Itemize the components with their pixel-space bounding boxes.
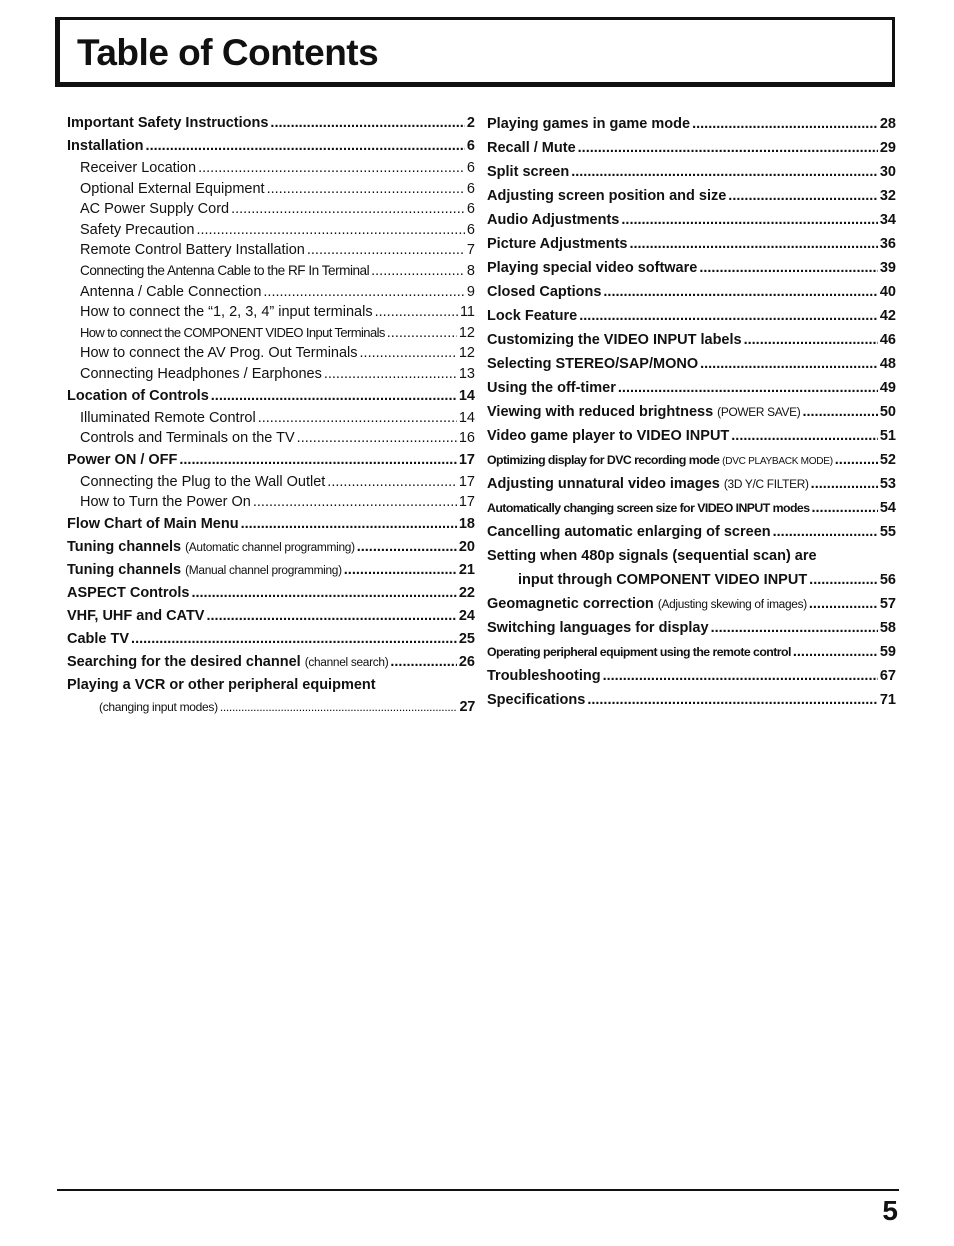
- toc-entry-page: 55: [879, 524, 896, 540]
- toc-entry-title-text: Adjusting screen position and size: [487, 188, 727, 204]
- dot-leader: [267, 179, 465, 200]
- toc-entry: [67, 282, 475, 303]
- toc-entry: [67, 582, 475, 605]
- toc-entry-page: 26: [458, 653, 475, 670]
- dot-leader: [231, 199, 465, 220]
- toc-entry-title-text: Tuning channels: [67, 561, 182, 578]
- toc-entry-title-text: Controls and Terminals on the TV: [80, 430, 295, 447]
- toc-entry: [487, 400, 896, 424]
- toc-entry-title-text: Cable TV: [67, 630, 130, 647]
- toc-entry-page: 27: [459, 698, 475, 715]
- toc-entry-title: [80, 364, 322, 385]
- toc-entry-page: 67: [879, 668, 896, 684]
- toc-entry-title: [80, 282, 261, 303]
- dot-leader: [211, 385, 457, 408]
- toc-entry-title: [487, 208, 619, 232]
- toc-entry-title-text: Automatically changing screen size for VIDEO INPUT modes: [487, 501, 810, 515]
- toc-entry: [67, 323, 475, 344]
- toc-entry-title-text: Power ON / OFF: [67, 451, 178, 468]
- toc-entry-page: 17: [458, 473, 475, 490]
- toc-entry-title: [487, 472, 809, 496]
- toc-entry: [487, 328, 896, 352]
- toc-entry-page: 6: [466, 201, 475, 218]
- dot-leader: [578, 136, 878, 160]
- toc-entry-page: 30: [879, 164, 896, 180]
- toc-entry-title: [67, 605, 204, 628]
- dot-leader: [263, 282, 465, 303]
- toc-entry-title-text: Closed Captions: [487, 284, 602, 300]
- toc-entry-title-text: (changing input modes): [99, 699, 218, 714]
- toc-entry-page: 48: [879, 356, 896, 372]
- toc-entry-title-text: Searching for the desired channel: [67, 653, 301, 670]
- toc-entry-title-text: Picture Adjustments: [487, 236, 628, 252]
- dot-leader: [241, 513, 457, 536]
- toc-entry: [67, 179, 475, 200]
- toc-entry-title-text: Using the off-timer: [487, 380, 616, 396]
- dot-leader: [253, 492, 457, 513]
- toc-entry: [487, 184, 896, 208]
- toc-entry-page: 14: [458, 409, 475, 426]
- toc-entry-title-text: Illuminated Remote Control: [80, 409, 256, 426]
- dot-leader: [375, 302, 458, 323]
- toc-entry-title: [99, 696, 218, 718]
- toc-entry-page: 24: [458, 607, 475, 624]
- toc-entry-title-text: Important Safety Instructions: [67, 115, 269, 131]
- toc-entry-page: 29: [879, 140, 896, 156]
- toc-entry-title: [487, 616, 709, 640]
- dot-leader: [297, 428, 457, 449]
- toc-entry: [67, 605, 475, 628]
- toc-entry-title-text: Playing special video software: [487, 260, 698, 276]
- toc-entry-page: 42: [879, 308, 896, 324]
- toc-entry-title: [80, 199, 229, 220]
- page-title: Table of Contents: [77, 32, 379, 73]
- toc-entry-title: [67, 674, 376, 696]
- toc-entry-title-text: How to connect the COMPONENT VIDEO Input Terminals: [80, 324, 385, 340]
- dot-leader: [809, 592, 878, 616]
- toc-entry-title-text: Viewing with reduced brightness: [487, 404, 714, 420]
- toc-entry-title-text: Selecting STEREO/SAP/MONO: [487, 356, 699, 372]
- toc-entry-title: [487, 424, 729, 448]
- toc-entry-title-text: Flow Chart of Main Menu: [67, 515, 239, 532]
- toc-entry: [487, 376, 896, 400]
- dot-leader: [191, 582, 456, 605]
- toc-entry-title: [80, 158, 196, 179]
- toc-entry: [67, 449, 475, 472]
- toc-entry-title: [487, 544, 817, 568]
- toc-entry: [67, 536, 475, 559]
- dot-leader: [327, 472, 457, 493]
- toc-entry-title-text: Installation: [67, 138, 144, 154]
- toc-entry: [67, 158, 475, 179]
- toc-entry-page: 39: [879, 260, 896, 276]
- toc-entry-title: [518, 568, 807, 592]
- toc-entry: [67, 492, 475, 513]
- dot-leader: [802, 400, 877, 424]
- toc-entry-page: 12: [458, 324, 475, 341]
- toc-entry-page: 57: [879, 596, 896, 612]
- toc-entry: [487, 424, 896, 448]
- dot-leader: [344, 559, 457, 582]
- toc-entry-page: 56: [879, 572, 896, 588]
- toc-entry-title-text: Tuning channels: [67, 538, 182, 555]
- toc-entry-title-text: Adjusting unnatural video images: [487, 476, 720, 492]
- toc-entry-title: [80, 428, 295, 449]
- toc-entry-title-text: How to Turn the Power On: [80, 494, 251, 511]
- toc-entry: [487, 496, 896, 520]
- dot-leader: [711, 616, 878, 640]
- toc-entry-subtitle: (Adjusting skewing of images): [657, 597, 807, 611]
- toc-entry: [487, 256, 896, 280]
- dot-leader: [360, 343, 457, 364]
- toc-entry-title: [487, 328, 742, 352]
- toc-entry-title: [487, 304, 577, 328]
- toc-entry: [67, 199, 475, 220]
- toc-entry-title: [80, 492, 251, 513]
- toc-entry: [487, 592, 896, 616]
- dot-leader: [387, 323, 457, 344]
- dot-leader: [692, 112, 878, 136]
- toc-entry-title: [487, 112, 690, 136]
- toc-entry-title: [487, 184, 726, 208]
- dot-leader: [270, 112, 465, 135]
- toc-entry-page: 34: [879, 212, 896, 228]
- toc-entry-page: 9: [466, 283, 475, 300]
- toc-entry: [487, 664, 896, 688]
- dot-leader: [307, 240, 465, 261]
- toc-entry-page: 8: [466, 262, 475, 279]
- toc-entry-subtitle: (POWER SAVE): [717, 405, 801, 419]
- toc-entry-subtitle: (channel search): [304, 654, 389, 669]
- toc-entry-title-text: How to connect the “1, 2, 3, 4” input terminals: [80, 304, 373, 321]
- toc-entry-page: 51: [879, 428, 896, 444]
- dot-leader: [731, 424, 878, 448]
- toc-entry: [487, 472, 896, 496]
- toc-entry: [487, 280, 896, 304]
- toc-entry: [487, 544, 896, 568]
- toc-entry-title-text: Customizing the VIDEO INPUT labels: [487, 332, 742, 348]
- toc-entry-title-text: Connecting the Antenna Cable to the RF In Terminal: [80, 262, 370, 278]
- toc-entry: [67, 240, 475, 261]
- dot-leader: [603, 280, 877, 304]
- toc-entry: [67, 364, 475, 385]
- toc-entry-title: [80, 240, 305, 261]
- toc-entry-title-text: AC Power Supply Cord: [80, 201, 230, 218]
- toc-entry: [67, 135, 475, 158]
- dot-leader: [811, 496, 877, 520]
- toc-entry-page: 11: [459, 304, 475, 321]
- toc-entry: [487, 160, 896, 184]
- toc-entry-page: 58: [879, 620, 896, 636]
- toc-entry-title-text: Connecting the Plug to the Wall Outlet: [80, 473, 326, 490]
- dot-leader: [793, 640, 878, 664]
- toc-entry-title: [487, 232, 627, 256]
- toc-entry-title: [80, 408, 256, 429]
- toc-entry-title: [487, 400, 800, 424]
- toc-entry-title: [80, 302, 373, 323]
- toc-entry-title-text: VHF, UHF and CATV: [67, 607, 205, 624]
- toc-entry-title-text: Video game player to VIDEO INPUT: [487, 428, 730, 444]
- toc-entry: [487, 640, 896, 664]
- footer-rule: [57, 1189, 899, 1191]
- toc-entry-title: [80, 261, 369, 282]
- dot-leader: [699, 256, 878, 280]
- toc-entry-title: [80, 472, 325, 493]
- dot-leader: [700, 352, 878, 376]
- toc-entry-page: 7: [466, 242, 475, 259]
- toc-entry-title-text: Switching languages for display: [487, 620, 709, 636]
- toc-entry-title-text: Cancelling automatic enlarging of screen: [487, 524, 771, 540]
- dot-leader: [571, 160, 878, 184]
- toc-entry-title-text: Remote Control Battery Installation: [80, 242, 305, 259]
- toc-entry: [67, 343, 475, 364]
- toc-entry-title: [80, 343, 358, 364]
- dot-leader: [206, 605, 456, 628]
- toc-entry-title: [80, 323, 385, 344]
- toc-left-column: [67, 112, 475, 718]
- toc-entry-title-text: Troubleshooting: [487, 668, 601, 684]
- toc-entry-title: [487, 496, 809, 520]
- toc-entry-title-text: Geomagnetic correction: [487, 596, 654, 612]
- toc-entry: [487, 520, 896, 544]
- dot-leader: [198, 158, 465, 179]
- toc-entry: [487, 568, 896, 592]
- toc-entry-title: [67, 582, 189, 605]
- toc-entry-title: [67, 651, 388, 674]
- toc-entry: [487, 208, 896, 232]
- dot-leader: [324, 364, 457, 385]
- page-number: 5: [882, 1195, 898, 1226]
- toc-entry-title: [67, 559, 342, 582]
- toc-entry-page: 12: [458, 345, 475, 362]
- dot-leader: [811, 472, 878, 496]
- toc-entry-title-text: Specifications: [487, 692, 586, 708]
- toc-entry-page: 16: [458, 430, 475, 447]
- toc-entry-page: 13: [458, 365, 475, 382]
- toc-entry-title-text: Lock Feature: [487, 308, 578, 324]
- dot-leader: [809, 568, 878, 592]
- toc-entry-title: [487, 448, 833, 472]
- dot-leader: [390, 651, 457, 674]
- dot-leader: [621, 208, 877, 232]
- toc-entry: [67, 696, 475, 718]
- toc-entry-title-text: Recall / Mute: [487, 140, 576, 156]
- toc-entry-title: [487, 136, 576, 160]
- toc-entry-title-text: input through COMPONENT VIDEO INPUT: [518, 572, 808, 588]
- dot-leader: [196, 220, 464, 241]
- toc-entry-page: 6: [466, 138, 475, 154]
- dot-leader: [146, 135, 465, 158]
- toc-entry: [67, 261, 475, 282]
- toc-entry-title: [487, 352, 698, 376]
- toc-entry-page: 22: [458, 584, 475, 601]
- toc-entry-title-text: Receiver Location: [80, 160, 197, 176]
- toc-entry-page: 52: [879, 452, 896, 468]
- toc-entry-title: [487, 664, 601, 688]
- toc-entry-page: 46: [879, 332, 896, 348]
- dot-leader: [357, 536, 457, 559]
- toc-entry-title-text: Audio Adjustments: [487, 212, 620, 228]
- toc-entry-title-text: Antenna / Cable Connection: [80, 283, 262, 300]
- toc-entry-page: 6: [466, 221, 475, 238]
- toc-entry-title-text: Playing games in game mode: [487, 116, 691, 132]
- toc-entry-title: [487, 256, 697, 280]
- toc-entry-title: [487, 280, 601, 304]
- dot-leader: [773, 520, 878, 544]
- toc-entry-title: [487, 160, 569, 184]
- toc-entry: [67, 651, 475, 674]
- dot-leader: [835, 448, 878, 472]
- toc-entry-page: 6: [466, 180, 475, 197]
- dot-leader: [629, 232, 877, 256]
- toc-entry-subtitle: (3D Y/C FILTER): [723, 477, 809, 491]
- toc-entry-page: 6: [466, 160, 475, 176]
- dot-leader: [220, 696, 458, 718]
- toc-entry-page: 25: [458, 630, 475, 647]
- toc-entry-page: 32: [879, 188, 896, 204]
- toc-entry: [487, 232, 896, 256]
- toc-entry: [487, 448, 896, 472]
- toc-entry-title-text: Split screen: [487, 164, 570, 180]
- dot-leader: [179, 449, 456, 472]
- toc-entry-page: 40: [879, 284, 896, 300]
- dot-leader: [371, 261, 465, 282]
- toc-entry-title: [67, 513, 239, 536]
- toc-entry-title-text: Location of Controls: [67, 387, 209, 404]
- toc-entry-title: [67, 112, 268, 135]
- toc-entry: [67, 385, 475, 408]
- toc-right-column: [487, 112, 896, 712]
- toc-entry-title-text: Safety Precaution: [80, 221, 195, 238]
- toc-entry: [67, 674, 475, 696]
- toc-entry-page: 53: [879, 476, 896, 492]
- toc-entry-title: [67, 449, 177, 472]
- toc-entry-title: [487, 520, 771, 544]
- dot-leader: [618, 376, 878, 400]
- toc-entry-title-text: Operating peripheral equipment using the remote control: [487, 645, 791, 659]
- toc-entry-title: [487, 640, 791, 664]
- dot-leader: [131, 628, 457, 651]
- dot-leader: [258, 408, 457, 429]
- toc-entry: [67, 513, 475, 536]
- toc-entry: [67, 112, 475, 135]
- toc-entry: [67, 559, 475, 582]
- toc-entry-title-text: Playing a VCR or other peripheral equipment: [67, 676, 376, 693]
- toc-entry-title: [67, 135, 144, 158]
- toc-entry: [487, 352, 896, 376]
- toc-entry-page: 36: [879, 236, 896, 252]
- toc-entry: [487, 112, 896, 136]
- toc-entry: [67, 472, 475, 493]
- toc-entry-title-text: How to connect the AV Prog. Out Terminals: [80, 345, 358, 362]
- toc-entry: [487, 616, 896, 640]
- dot-leader: [587, 688, 878, 712]
- toc-entry-page: 71: [879, 692, 896, 708]
- toc-entry-title: [80, 220, 194, 241]
- toc-entry-page: 54: [879, 500, 896, 516]
- toc-entry-title: [67, 385, 209, 408]
- toc-entry-page: 21: [458, 561, 475, 578]
- toc-entry-title-text: Optimizing display for DVC recording mode: [487, 453, 720, 467]
- toc-entry-title-text: Connecting Headphones / Earphones: [80, 365, 322, 382]
- toc-entry-title: [487, 688, 585, 712]
- toc-entry-page: 18: [458, 515, 475, 532]
- toc-entry-subtitle: (DVC PLAYBACK MODE): [722, 456, 833, 467]
- toc-entry: [67, 408, 475, 429]
- toc-entry-title: [67, 628, 129, 651]
- toc-entry-title-text: ASPECT Controls: [67, 584, 190, 601]
- toc-entry-title: [487, 592, 807, 616]
- title-box: [55, 17, 895, 87]
- toc-entry: [67, 302, 475, 323]
- toc-entry-page: 20: [458, 538, 475, 555]
- toc-entry-page: 17: [458, 494, 475, 511]
- toc-entry: [67, 628, 475, 651]
- dot-leader: [728, 184, 878, 208]
- toc-entry: [487, 304, 896, 328]
- toc-entry-page: 28: [879, 116, 896, 132]
- toc-entry-subtitle: (Manual channel programming): [185, 562, 342, 577]
- toc-entry: [487, 136, 896, 160]
- dot-leader: [579, 304, 878, 328]
- toc-entry: [487, 688, 896, 712]
- toc-entry-title-text: Optional External Equipment: [80, 180, 265, 197]
- toc-entry-page: 49: [879, 380, 896, 396]
- toc-entry-page: 17: [458, 451, 475, 468]
- toc-entry-title: [80, 179, 265, 200]
- toc-entry-title-text: Setting when 480p signals (sequential scan) are: [487, 548, 817, 564]
- toc-entry-page: 2: [466, 115, 475, 131]
- toc-entry-page: 50: [879, 404, 896, 420]
- toc-entry: [67, 428, 475, 449]
- toc-entry: [67, 220, 475, 241]
- toc-entry-page: 59: [879, 644, 896, 660]
- toc-entry-subtitle: (Automatic channel programming): [185, 539, 355, 554]
- dot-leader: [744, 328, 878, 352]
- dot-leader: [603, 664, 878, 688]
- toc-entry-page: 14: [458, 387, 475, 404]
- toc-entry-title: [487, 376, 616, 400]
- toc-entry-title: [67, 536, 355, 559]
